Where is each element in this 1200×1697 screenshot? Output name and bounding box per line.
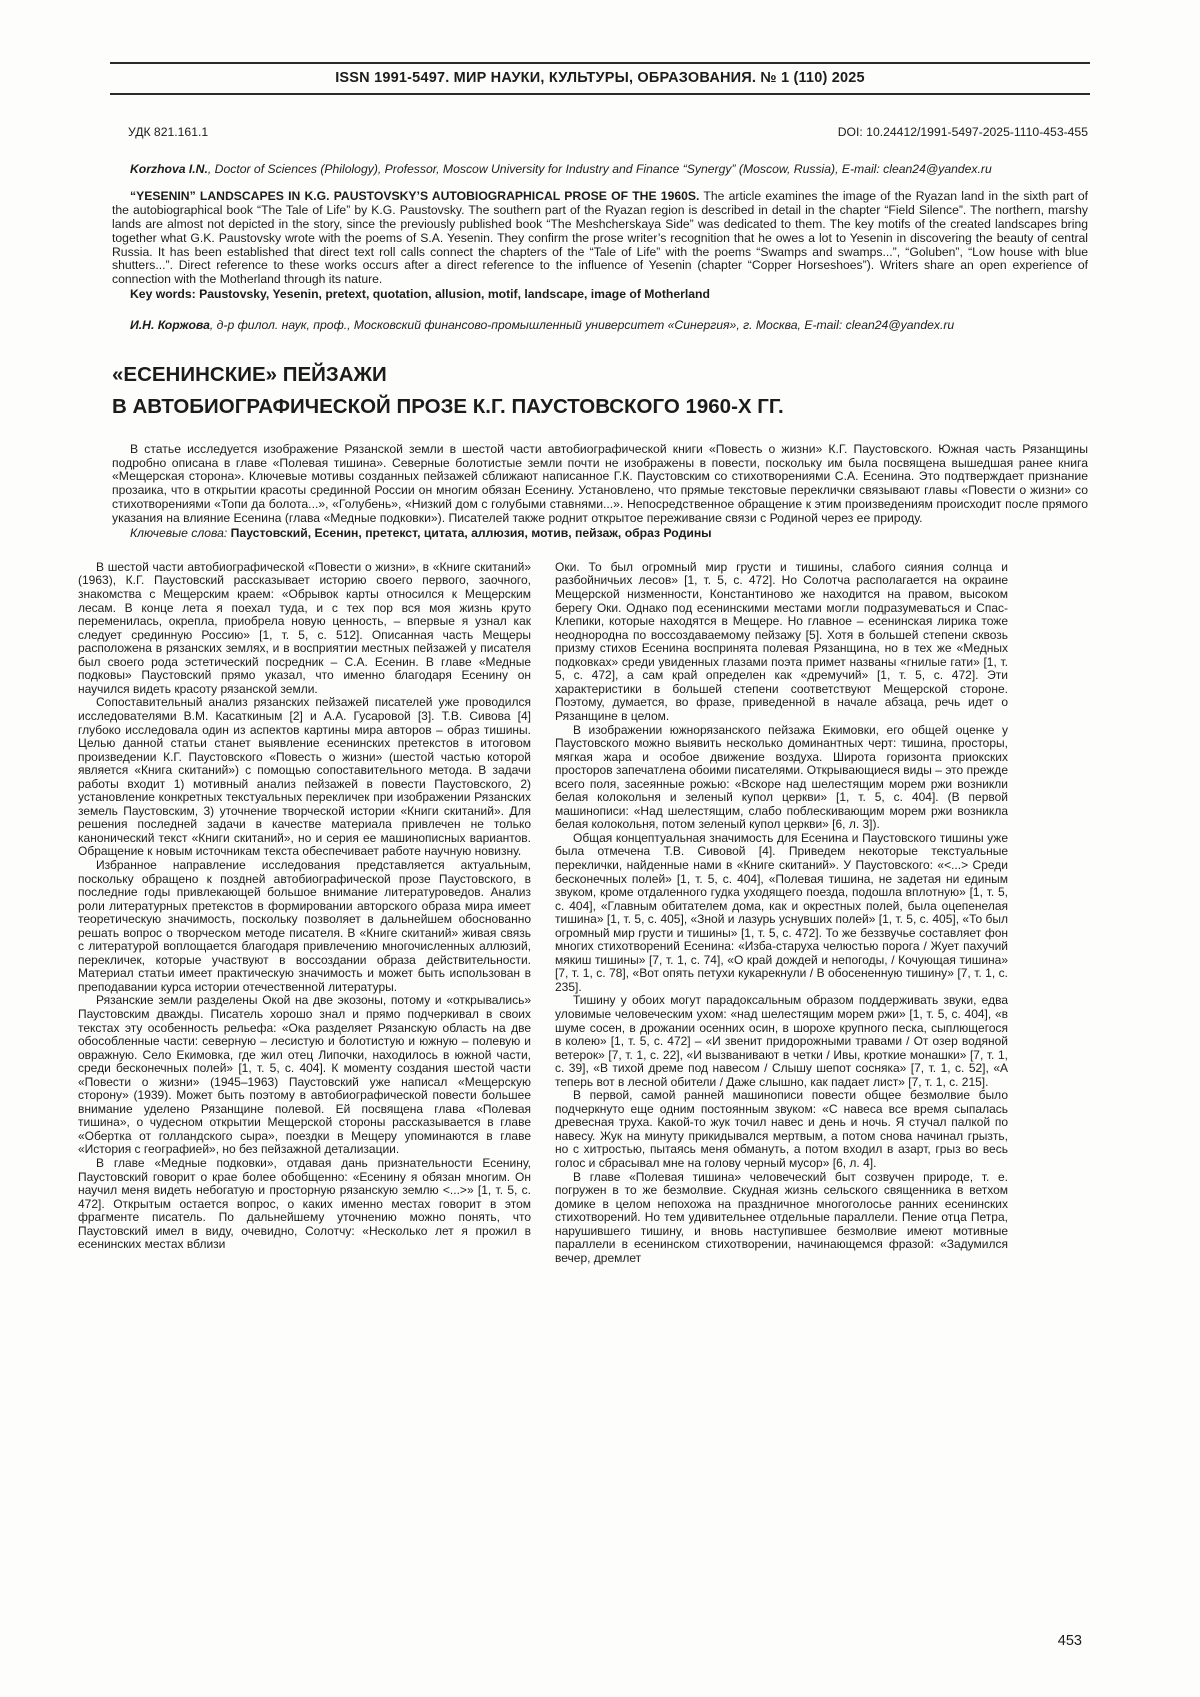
body-paragraph: Сопоставительный анализ рязанских пейзажей писателей уже проводился исследователями В.М. Касаткиным [2] и А.А. Гусаровой [3]. Т.В. Сивова [4] глубоко исследовала один из аспектов картины мира авторов – образ тишины. Целью данной статьи станет выявление есенинских претекстов в итоговом произведении К.Г. Паустовского «Повесть о жизни» (шестой частью которой является «Книга скитаний») с помощью сопоставительного метода. В задачи работы входит 1) мотивный анализ пейзажей в повести Паустовского, 2) установление конкретных текстуальных перекличек при изображении Рязанских земель Паустовским, 3) уточнение творческой истории «Книги скитаний». Для решения последней задачи в качестве материала привлечен не только канонический текст «Книги скитаний», но и серия ее машинописных вариантов. Обращение к новым источникам текста обеспечивает работе научную новизну. — [78, 695, 531, 859]
journal-masthead — [110, 62, 1090, 95]
article-title — [112, 359, 1088, 423]
keywords-ru — [112, 527, 1088, 541]
article-body — [78, 561, 1008, 1265]
article-title-line1: «ЕСЕНИНСКИЕ» ПЕЙЗАЖИ — [112, 363, 387, 387]
front-matter — [112, 163, 1088, 333]
body-paragraph: В главе «Медные подковки», отдавая дань признательности Есенину, Паустовский говорит о крае более обобщенно: «Есенину я обязан многим. Он научил меня видеть небогатую и просторную рязанскую землю <...>» [1, т. 5, с. 472]. Открытым остается вопрос, о каких именно местах говорит в этом фрагменте писатель. По дальнейшему уточнению можно понять, что Паустовский имел в виду, очевидно, Солотчу: «Несколько лет я прожил в есенинских местах вблизи — [78, 1156, 531, 1252]
body-paragraph: В изображении южнорязанского пейзажа Екимовки, его общей оценке у Паустовского можно выявить несколько доминантных черт: тишина, просторы, мягкая жара и особое движение воздуха. Широта горизонта приокских просторов запечатлена обоими писателями. Открывающиеся виды – это прежде всего поля, засеянные рожью: «Вскоре над шелестящим морем ржи возникли белая колокольня и зеленый купол церкви» [1, т. 5, с. 404]. (В первой машинописи: «Над шелестящим, слабо поблескивающим морем ржи возникла белая колокольня, потом зеленый купол церкви» [6, л. 3]). — [555, 722, 1008, 832]
author-name-en: Korzhova I.N. — [130, 162, 208, 176]
keywords-ru-text: Паустовский, Есенин, претекст, цитата, аллюзия, мотив, пейзаж, образ Родины — [227, 526, 712, 541]
body-column-right — [555, 561, 1008, 1265]
body-paragraph: Рязанские земли разделены Окой на две экозоны, потому и «открывались» Паустовским дважды. Писатель хорошо знал и прямо подчеркивал в своих текстах эту особенность рельефа: «Ока разделяет Рязанскую область на две обособленные части: северную – лесистую и болотистую и южную – полевую и овражную. Село Екимовка, где жил отец Липочки, находилось в южной части, среди бесконечных полей» [1, т. 5, с. 404]. К моменту создания шестой части «Повести о жизни» (1945–1963) Паустовский уже написал «Мещерскую сторону» (1939). Может быть поэтому в автобиографической повести большее внимание уделено Рязанщине полевой. Ей посвящена глава «Полевая тишина», о чудесном открытии Мещерской стороны рассказывается в главе «Обертка от голландского сыра», поездки в Мещеру упоминаются в главе «История с географией», но без пейзажной детализации. — [78, 993, 531, 1157]
doi-code: DOI: 10.24412/1991-5497-2025-1110-453-455 — [837, 125, 1088, 139]
keywords-en-label: Key words: — [130, 287, 196, 302]
body-paragraph: Избранное направление исследования представляется актуальным, поскольку обращено к поздней автобиографической прозе Паустовского, в последние годы привлекающей большое внимание литературоведов. Анализ роли литературных претекстов в формировании авторского образа мира имеет теоретическую значимость, поскольку позволяет в дальнейшем обоснованно решать вопрос о творческом методе писателя. В «Книге скитаний» живая связь с литературой воплощается благодаря привлечению многочисленных аллюзий, перекличек, которые участвуют в воссоздании образа действительности. Материал статьи имеет практическую значимость и может быть использован в преподавании курса истории отечественной литературы. — [78, 857, 531, 994]
author-line-ru — [112, 319, 1088, 333]
body-column-left — [78, 561, 531, 1265]
body-paragraph: Оки. То был огромный мир грусти и тишины, слабого сияния солнца и разбойничьих лесов» [1, т. 5, с. 472]. Но Солотча располагается на окраине Мещерской низменности, Константиново же находится на правом, высоком берегу Оки. Однако под есенинскими местами могли подразумеваться и Спас-Клепики, которые находятся в Мещере. Но главное – есенинская лирика тоже неоднородна по воссоздаваемому пейзажу [5]. Хотя в большей степени сквозь призму стихов Есенина воспринята полевая Рязанщина, но в тех же «Медных подковках» среди увиденных глазами поэта примет названы «гнилые гати» [1, т. 5, с. 472], а сам край определен как «дремучий» [1, т. 5, с. 472]. Эти характеристики в большей степени соответствуют Мещерской стороне. Поэтому, думается, во фразе, приведенной в начале абзаца, речь идет о Рязанщине в целом. — [555, 559, 1008, 723]
udk-code: УДК 821.161.1 — [128, 125, 209, 139]
author-name-ru: И.Н. Коржова — [130, 318, 210, 333]
abstract-ru-text: В статье исследуется изображение Рязанской земли в шестой части автобиографической книги «Повесть о жизни» К.Г. Паустовского. Южная часть Рязанщины подробно описана в главе «Полевая тишина». Северные болотистые земли почти не изображены в повести, поскольку им была посвящена вышедшая ранее книга «Мещерская сторона». Ключевые мотивы созданных пейзажей сближают написанное Г.К. Паустовским со стихотворениями С.А. Есенина. Это подтверждает признание прозаика, что в открытии красоты срединной России он многим обязан Есенину. Установлено, что прямые текстовые переклички связывают главы «Повести о жизни» со стихотворениями «Топи да болота...», «Голубень», «Низкий дом с голубыми ставнями...». Непосредственное обращение к этим произведениям происходит после прямого указания на влияние Есенина (глава «Медные подковки»). Писателей также роднит открытое переживание связи с Родиной через ее природу. — [112, 441, 1088, 526]
keywords-en — [112, 288, 1088, 302]
abstract-en-title: “YESENIN” LANDSCAPES IN K.G. PAUSTOVSKY’S AUTOBIOGRAPHICAL PROSE OF THE 1960S. — [130, 188, 700, 203]
author-affiliation-ru: , д-р филол. наук, проф., Московский финансово-промышленный университет «Синергия», г. Москва, E-mail: clean24@yandex.ru — [209, 318, 955, 333]
keywords-ru-label: Ключевые слова: — [130, 526, 228, 541]
body-paragraph: В шестой части автобиографической «Повести о жизни», в «Книге скитаний» (1963), К.Г. Паустовский рассказывает историю своего первого, заочного, знакомства с Мещерским краем: «Обрывок карты относился к Мещерским лесам. В конце лета я поехал туда, и с тех пор вся моя жизнь круто переменилась, окрепла, приобрела новую ценность, – впервые я узнал как следует срединную Россию» [1, т. 5, с. 512]. Описанная часть Мещеры расположена в рязанских землях, и в восприятии местных пейзажей у писателя был своего рода эстетический посредник – С.А. Есенин. В главе «Медные подковы» Паустовский прямо указал, что именно благодаря Есенину он научился видеть красоту рязанской земли. — [78, 559, 531, 696]
article-title-line2: В АВТОБИОГРАФИЧЕСКОЙ ПРОЗЕ К.Г. ПАУСТОВСКОГО 1960-Х ГГ. — [112, 394, 784, 418]
body-paragraph: Общая концептуальная значимость для Есенина и Паустовского тишины уже была отмечена Т.В. Сивовой [4]. Приведем некоторые текстуальные переклички, найденные нами в «Книге скитаний». У Паустовского: «<...> Среди бесконечных полей» [1, т. 5, с. 404], «Полевая тишина, не задетая ни единым звуком, кроме отдаленного гудка уходящего поезда, подошла вплотную» [1, т. 5, с. 404], «Главным обитателем дома, как и окрестных полей, была оцепенелая тишина» [1, т. 5, с. 405], «Зной и лазурь уснувших полей» [1, т. 5, с. 405], «То был огромный мир грусти и тишины» [1, т. 5, с. 472]. То же беззвучье составляет фон многих стихотворений Есенина: «Изба-старуха челюстью порога / Жует пахучий мякиш тишины» [7, т. 1, с. 74], «О край дождей и непогоды, / Кочующая тишина» [7, т. 1, с. 78], «Вот опять петухи кукарекнули / В обосененную тишину» [7, т. 1, с. 235]. — [555, 830, 1008, 994]
journal-issn-line: ISSN 1991-5497. МИР НАУКИ, КУЛЬТУРЫ, ОБРАЗОВАНИЯ. № 1 (110) 2025 — [335, 70, 865, 86]
author-affiliation-en: , Doctor of Sciences (Philology), Professor, Moscow University for Industry and Finance “Synergy” (Moscow, Russia), E-mail: clean24@yandex.ru — [207, 162, 992, 176]
page-number: 453 — [1057, 1633, 1082, 1649]
abstract-en-text: The article examines the image of the Ryazan land in the sixth part of the autobiographical book “The Tale of Life” by K.G. Paustovsky. The southern part of the Ryazan region is described in detail in the chapter “Field Silence”. The northern, marshy lands are almost not depicted in the story, since the previously published book “The Meshcherskaya Side” was dedicated to them. The key motifs of the created landscapes bring together what G.K. Paustovsky wrote with the poems of S.A. Yesenin. They confirm the prose writer’s recognition that he owes a lot to Yesenin in discovering the beauty of central Russia. It has been established that direct text roll calls connect the chapters of the “Tale of Life” with the poems “Swamps and swamps...”, “Goluben”, “Low house with blue shutters...”. Direct reference to these works occurs after a direct reference to the influence of Yesenin (chapter “Copper Horseshoes”). Writers share an open experience of connection with the Motherland through its nature. — [112, 188, 1088, 287]
meta-row — [128, 125, 1088, 139]
body-paragraph: В главе «Полевая тишина» человеческий быт созвучен природе, т. е. погружен в то же безмолвие. Скудная жизнь сельского священника в ветхом домике в целом непохожа на праздничное многоголосье ранних есенинских стихотворений. Но тем удивительнее отдельные параллели. Пение отца Петра, нарушившего тишину, и вновь наступившее безмолвие имеют мотивные параллели в есенинском стихотворении, начинающемся фразой: «Задумился вечер, дремлет — [555, 1169, 1008, 1265]
abstract-en — [112, 190, 1088, 287]
keywords-en-text: Paustovsky, Yesenin, pretext, quotation, allusion, motif, landscape, image of Motherland — [195, 287, 710, 302]
author-line-en — [112, 163, 1088, 177]
body-paragraph: Тишину у обоих могут парадоксальным образом поддерживать звуки, едва уловимые человеческим ухом: «над шелестящим морем ржи» [1, т. 5, с. 404], «в шуме сосен, в дрожании осенних осин, в шорохе крупного песка, сыплющегося в колею» [1, т. 5, с. 472] – «И звенит придорожными травами / От озер водяной ветерок» [7, т. 1, с. 22], «И вызванивают в четки / Ивы, кроткие монашки» [7, т. 1, с. 39], «В тихой дреме под навесом / Слышу шепот сосняка» [7, т. 1, с. 52], «А теперь вот в лесной обители / Даже слышно, как падает лист» [7, т. 1, с. 215]. — [555, 993, 1008, 1089]
annotation-ru — [0, 443, 1200, 541]
body-paragraph: В первой, самой ранней машинописи повести общее безмолвие было подчеркнуто еще одним постоянным звуком: «С навеса все время сыпалась древесная труха. Какой-то жук точил навес и день и ночь. Я стучал палкой по навесу. Жук на минуту прикидывался мертвым, а потом снова начинал грызть, но с хитростью, пытаясь меня обмануть, а потом входил в азарт, грыз во весь голос и сбрасывал мне на голову черный мусор» [6, л. 4]. — [555, 1088, 1008, 1170]
